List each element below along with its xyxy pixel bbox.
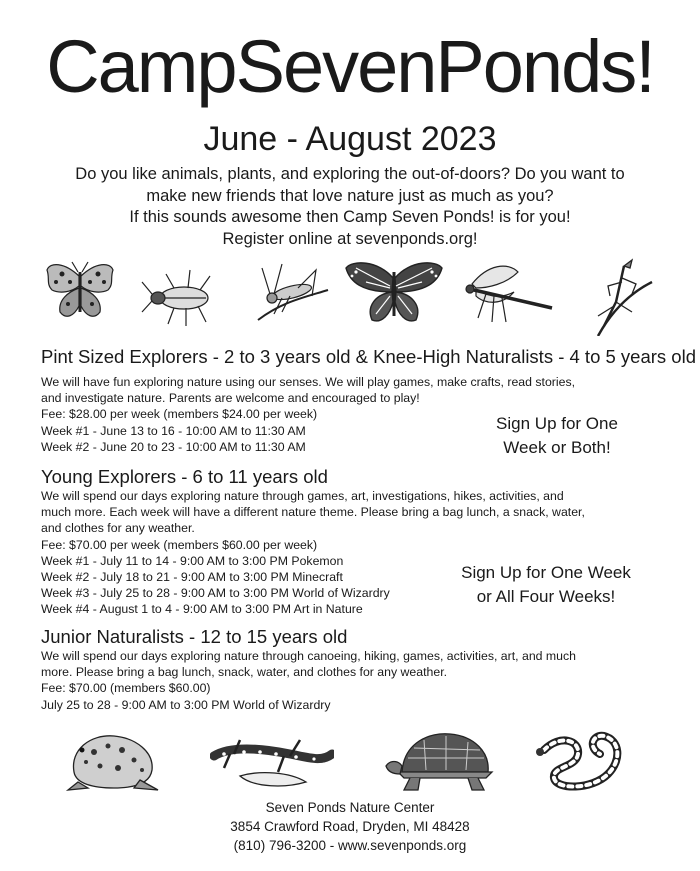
callout-line: or All Four Weeks! [476, 587, 616, 606]
section-line: and investigate nature. Parents are welcome and encouraged to play! [41, 391, 420, 406]
section-line: Fee: $70.00 per week (members $60.00 per week) [41, 537, 318, 552]
grasshopper-illustration [252, 262, 332, 326]
section-line: much more. Each week will have a different nature theme. Please bring a bag lunch, a snack, water, [41, 505, 585, 520]
section-title-pint-sized: Pint Sized Explorers - 2 to 3 years old & Knee-High Naturalists - 4 to 5 years old [41, 346, 696, 367]
section-body-junior-naturalists [41, 648, 576, 713]
camp-dates: June - August 2023 [203, 120, 497, 158]
callout-line: Sign Up for One Week [461, 563, 631, 582]
footer-contact [0, 798, 700, 855]
snake-illustration [530, 726, 634, 792]
section-line: July 25 to 28 - 9:00 AM to 3:00 PM World of Wizardry [41, 697, 331, 712]
callout-young-explorers [446, 561, 646, 609]
section-line: Fee: $28.00 per week (members $24.00 per week) [41, 407, 318, 422]
intro-line: Register online at sevenponds.org! [222, 229, 478, 248]
intro-line: Do you like animals, plants, and exploring the out-of-doors? Do you want to [75, 165, 625, 183]
dragonfly-illustration [458, 262, 554, 328]
butterfly-illustration [44, 260, 116, 322]
section-line: We will spend our days exploring nature through games, art, investigations, hikes, activities, and [41, 489, 564, 503]
monarch-butterfly-illustration [342, 258, 446, 328]
beetle-illustration [140, 268, 220, 328]
section-title-young-explorers: Young Explorers - 6 to 11 years old [41, 466, 328, 487]
section-line: Week #3 - July 25 to 28 - 9:00 AM to 3:00 PM World of Wizardry [41, 586, 390, 601]
callout-pint-sized [482, 412, 632, 460]
section-line: Week #2 - July 18 to 21 - 9:00 AM to 3:00 PM Minecraft [41, 570, 343, 585]
intro-line: If this sounds awesome then Camp Seven Ponds! is for you! [129, 208, 571, 226]
animal-illustrations [60, 726, 640, 796]
intro-line: make new friends that love nature just as much as you? [146, 186, 554, 205]
turtle-illustration [384, 728, 500, 792]
section-line: Week #4 - August 1 to 4 - 9:00 AM to 3:00 PM Art in Nature [41, 602, 363, 617]
section-line: Fee: $70.00 (members $60.00) [41, 681, 211, 696]
callout-line: Sign Up for One [496, 414, 618, 433]
camp-title: CampSevenPonds! [46, 25, 654, 108]
insect-illustrations [40, 258, 660, 336]
footer-address: 3854 Crawford Road, Dryden, MI 48428 [230, 819, 470, 834]
footer-phone-website: (810) 796-3200 - www.sevenponds.org [233, 838, 467, 853]
section-line: We will have fun exploring nature using our senses. We will play games, make crafts, read stories, [41, 375, 576, 389]
callout-line: Week or Both! [503, 438, 611, 457]
footer-org-name: Seven Ponds Nature Center [265, 800, 435, 815]
section-line: and clothes for any weather. [41, 521, 195, 536]
section-title-junior-naturalists: Junior Naturalists - 12 to 15 years old [41, 626, 348, 647]
salamander-illustration [210, 732, 334, 788]
section-line: Week #1 - June 13 to 16 - 10:00 AM to 11:30 AM [41, 423, 306, 438]
section-line: Week #1 - July 11 to 14 - 9:00 AM to 3:00 PM Pokemon [41, 553, 344, 568]
section-line: Week #2 - June 20 to 23 - 10:00 AM to 11:30 AM [41, 439, 306, 454]
intro-text [30, 164, 670, 250]
section-line: We will spend our days exploring nature through canoeing, hiking, games, activities, art, and much [41, 649, 576, 663]
toad-illustration [64, 728, 160, 792]
praying-mantis-illustration [580, 258, 656, 336]
section-line: more. Please bring a bag lunch, snack, water, and clothes for any weather. [41, 665, 448, 680]
